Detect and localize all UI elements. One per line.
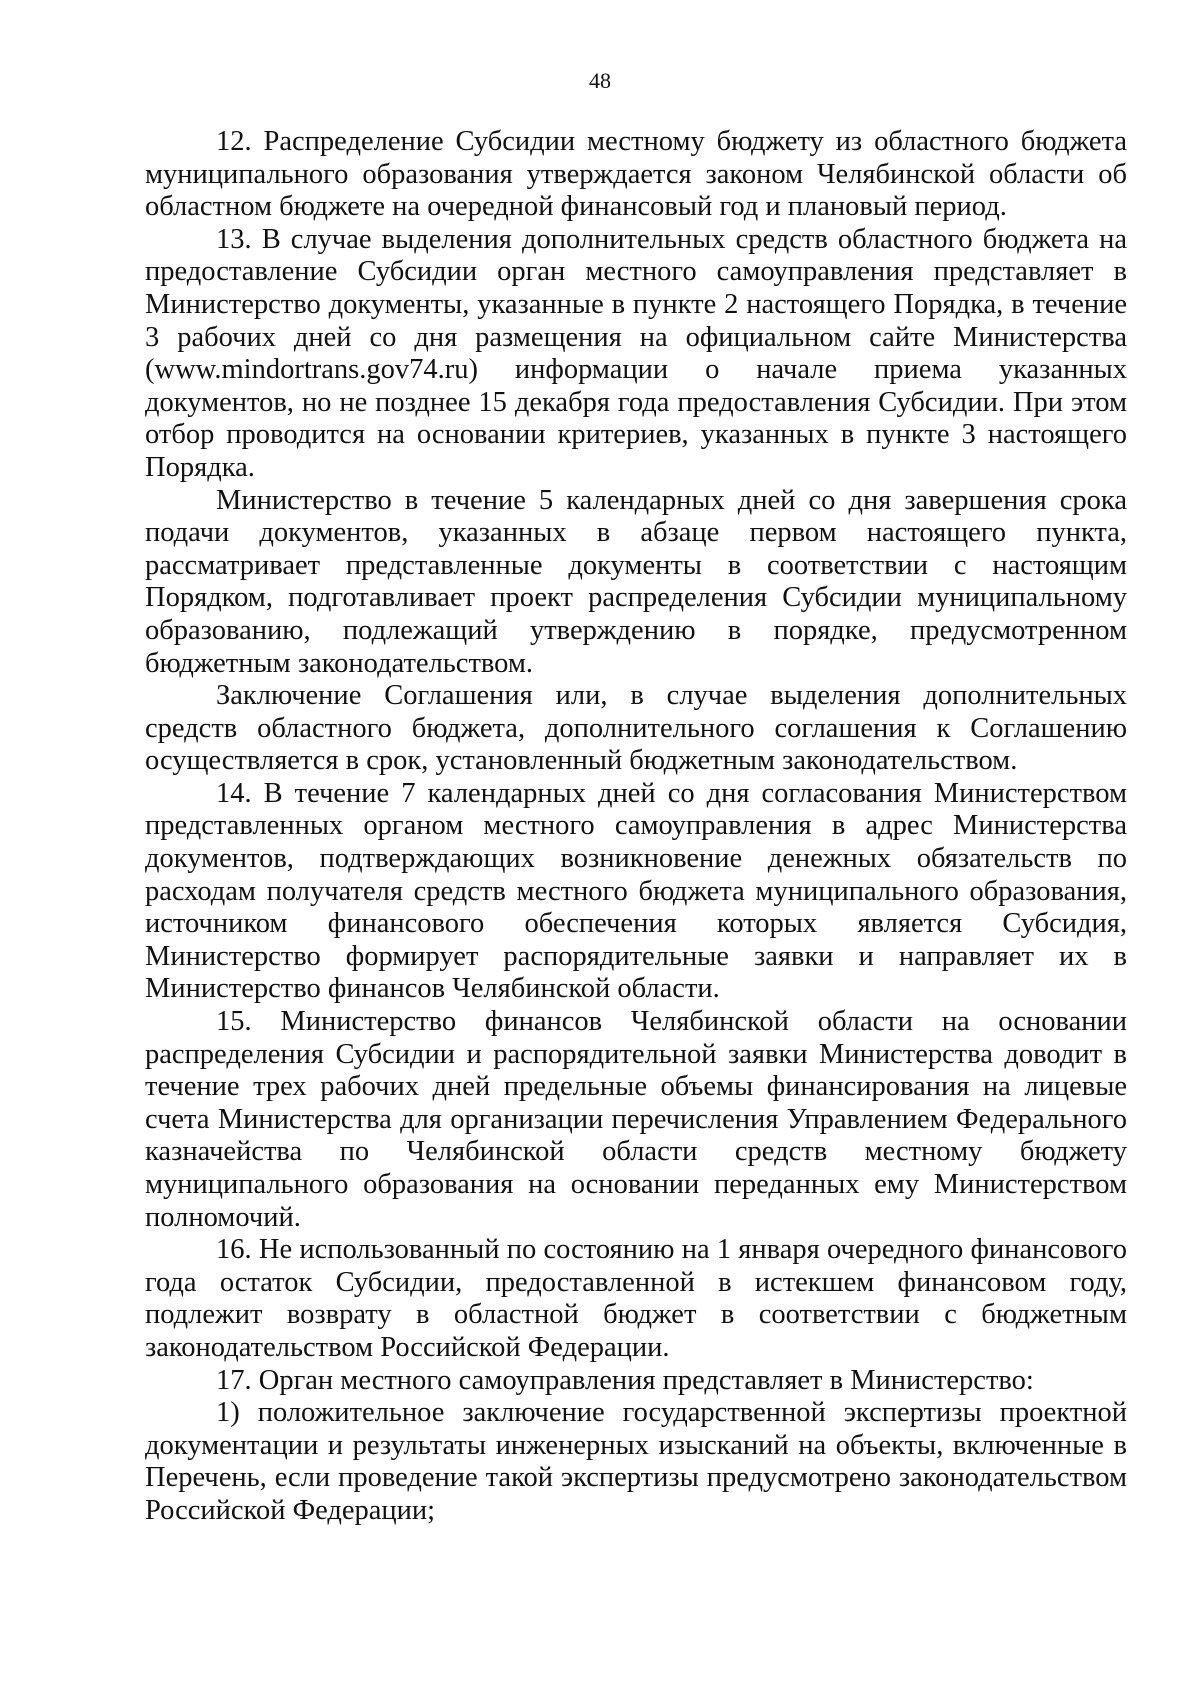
paragraph-14: 14. В течение 7 календарных дней со дня согласования Министерством представленных органом местного самоуправления в адрес Министерства документов, подтверждающих возникновение денежных обязательств по расходам получателя средств местного бюджета муниципального образования, источником финансового обеспечения которых является Субсидия, Министерство формирует распорядительные заявки и направляет их в Министерство финансов Челябинской области. <box>145 777 1127 1005</box>
paragraph-17-item-1: 1) положительное заключение государственной экспертизы проектной документации и результаты инженерных изысканий на объекты, включенные в Перечень, если проведение такой экспертизы предусмотрено законодательством Российской Федерации; <box>145 1397 1127 1526</box>
paragraph-13-agreement: Заключение Соглашения или, в случае выделения дополнительных средств областного бюджета, дополнительного соглашения к Соглашению осуществляется в срок, установленный бюджетным законодательством. <box>145 680 1127 777</box>
paragraph-13: 13. В случае выделения дополнительных средств областного бюджета на предоставление Субсидии орган местного самоуправления представляет в Министерство документы, указанные в пункте 2 настоящего Порядка, в течение 3 рабочих дней со дня размещения на официальном сайте Министерства (www.mindortrans.gov74.ru) информации о начале приема указанных документов, но не позднее 15 декабря года предоставления Субсидии. При этом отбор проводится на основании критериев, указанных в пункте 3 настоящего Порядка. <box>145 223 1127 483</box>
page-number: 48 <box>589 68 611 93</box>
paragraph-16: 16. Не использованный по состоянию на 1 января очередного финансового года остаток Субсидии, предоставленной в истекшем финансовом году, подлежит возврату в областной бюджет в соответствии с бюджетным законодательством Российской Федерации. <box>145 1234 1127 1363</box>
paragraph-17: 17. Орган местного самоуправления представляет в Министерство: <box>216 1364 1034 1396</box>
paragraph-13-review: Министерство в течение 5 календарных дней со дня завершения срока подачи документов, указанных в абзаце первом настоящего пункта, рассматривает представленные документы в соответствии с настоящим Порядком, подготавливает проект распределения Субсидии муниципальному образованию, подлежащий утверждению в порядке, предусмотренном бюджетным законодательством. <box>145 484 1127 679</box>
document-body <box>145 126 1127 1528</box>
paragraph-12: 12. Распределение Субсидии местному бюджету из областного бюджета муниципального образования утверждается законом Челябинской области об областном бюджете на очередной финансовый год и плановый период. <box>145 126 1127 223</box>
paragraph-15: 15. Министерство финансов Челябинской области на основании распределения Субсидии и распорядительной заявки Министерства доводит в течение трех рабочих дней предельные объемы финансирования на лицевые счета Министерства для организации перечисления Управлением Федерального казначейства по Челябинской области средств местному бюджету муниципального образования на основании переданных ему Министерством полномочий. <box>145 1006 1127 1233</box>
